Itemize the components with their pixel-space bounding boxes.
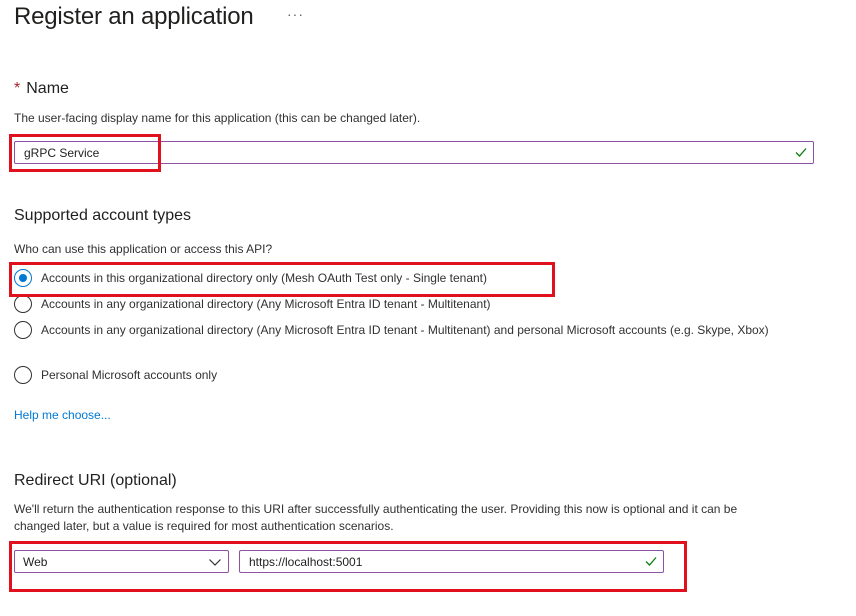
radio-button[interactable] — [14, 295, 32, 313]
account-types-question: Who can use this application or access this API? — [14, 242, 273, 256]
name-section-title — [14, 80, 69, 98]
account-type-option-multitenant[interactable] — [14, 295, 814, 313]
account-type-option-single-tenant[interactable] — [14, 269, 814, 287]
check-icon — [644, 554, 658, 568]
platform-select[interactable] — [14, 550, 229, 573]
account-type-label: Accounts in any organizational directory (Any Microsoft Entra ID tenant - Multitenant) — [41, 297, 491, 311]
redirect-uri-description-line2: changed later, but a value is required for most authentication scenarios. — [14, 519, 394, 533]
radio-button[interactable] — [14, 366, 32, 384]
account-type-option-personal[interactable] — [14, 366, 814, 384]
name-label: Name — [26, 80, 69, 97]
redirect-uri-title: Redirect URI (optional) — [14, 472, 177, 489]
name-input[interactable] — [14, 141, 814, 164]
redirect-uri-input[interactable] — [239, 550, 664, 573]
account-type-label: Accounts in this organizational directory only (Mesh OAuth Test only - Single tenant) — [41, 271, 488, 285]
page-title: Register an application — [14, 3, 254, 30]
required-marker: * — [14, 80, 21, 97]
name-input-value: gRPC Service — [24, 146, 100, 160]
more-options-button[interactable]: ··· — [287, 6, 304, 22]
chevron-down-icon — [208, 555, 222, 569]
platform-select-value: Web — [23, 555, 48, 569]
account-type-option-multitenant-personal[interactable] — [14, 321, 814, 339]
account-type-label: Personal Microsoft accounts only — [41, 368, 218, 382]
check-icon — [794, 145, 808, 159]
radio-button-selected[interactable] — [14, 269, 32, 287]
name-description: The user-facing display name for this application (this can be changed later). — [14, 111, 421, 125]
redirect-uri-value: https://localhost:5001 — [249, 555, 363, 569]
account-types-title: Supported account types — [14, 207, 192, 224]
redirect-uri-description-line1: We'll return the authentication response to this URI after successfully authenticating the user. Providing this now is optional and it can be — [14, 502, 738, 516]
account-type-label: Accounts in any organizational directory (Any Microsoft Entra ID tenant - Multitenant) and personal Microsoft accounts (e.g. Skype, Xbox) — [41, 323, 769, 337]
help-me-choose-link[interactable]: Help me choose... — [14, 408, 111, 422]
radio-button[interactable] — [14, 321, 32, 339]
